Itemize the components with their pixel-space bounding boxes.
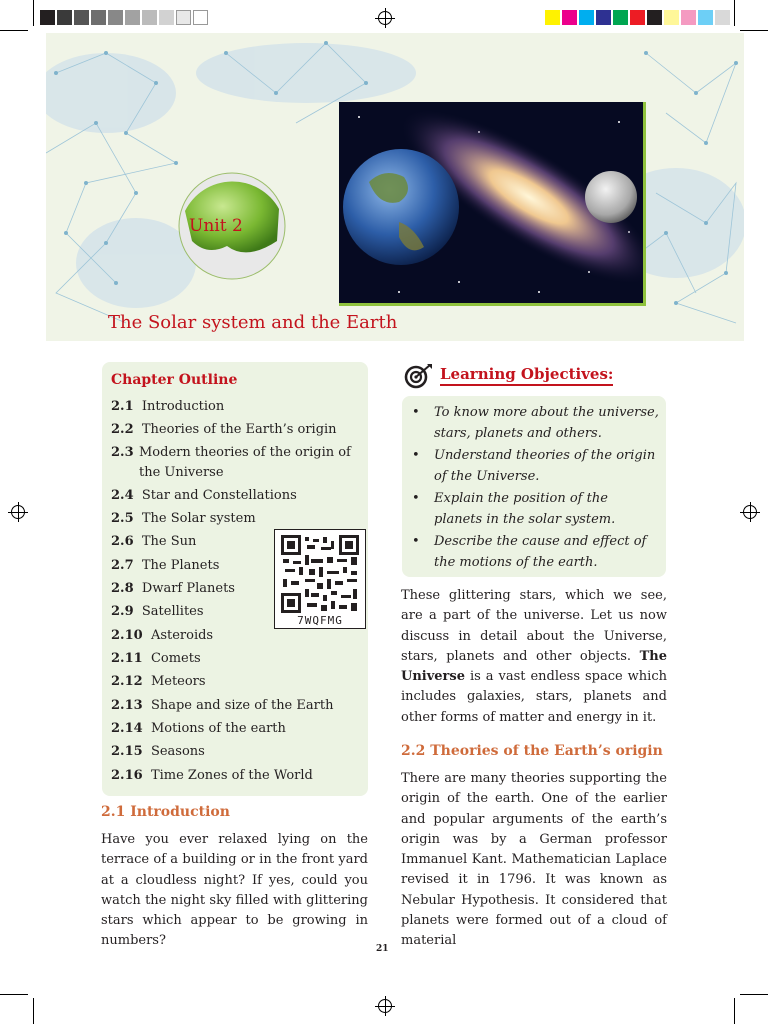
outline-item[interactable]: 2.15 Seasons <box>111 744 205 759</box>
outline-item[interactable]: 2.7 The Planets <box>111 558 220 573</box>
gray-swatch <box>193 10 208 25</box>
gray-swatch <box>159 10 174 25</box>
outline-item[interactable]: 2.4 Star and Constellations <box>111 488 297 503</box>
crop-mark <box>734 998 735 1024</box>
earth-origin-paragraph: There are many theories supporting the origin of the earth. One of the earlier and popular arguments of the earth’s origin was by a German professor Immanuel Kant. Mathematician Laplace revised it in 1796. It was known as Nebular Hypothesis. It considered that planets were formed out of a cloud of material <box>401 771 667 949</box>
objective-item: • To know more about the universe, stars, planets and others. <box>412 405 659 441</box>
registration-mark <box>378 999 392 1013</box>
objective-item: • Describe the cause and effect of the motions of the earth. <box>412 534 647 570</box>
color-swatch <box>664 10 679 25</box>
objective-item: • Explain the position of the planets in the solar system. <box>412 491 616 527</box>
outline-item[interactable]: 2.16 Time Zones of the World <box>111 768 313 783</box>
outline-item[interactable]: 2.6 The Sun <box>111 534 197 549</box>
gray-swatch <box>74 10 89 25</box>
chapter-outline-heading: Chapter Outline <box>111 372 238 388</box>
space-illustration <box>339 102 643 303</box>
galaxy-earth-moon-image <box>339 102 646 306</box>
outline-item[interactable]: 2.2 Theories of the Earth’s origin <box>111 422 337 437</box>
gray-swatch <box>142 10 157 25</box>
color-swatch <box>681 10 696 25</box>
qr-code[interactable] <box>274 529 366 629</box>
outline-item[interactable]: 2.12 Meteors <box>111 674 206 689</box>
target-icon <box>404 363 434 389</box>
color-swatch <box>562 10 577 25</box>
introduction-heading: 2.1 Introduction <box>101 804 230 820</box>
learning-objectives-title: Learning Objectives: <box>440 365 613 386</box>
gray-swatch <box>125 10 140 25</box>
crop-mark <box>740 994 768 995</box>
learning-objectives-panel <box>402 396 666 577</box>
registration-mark <box>378 11 392 25</box>
crop-mark <box>734 0 735 26</box>
gray-swatch <box>108 10 123 25</box>
gray-swatch <box>91 10 106 25</box>
color-swatch <box>579 10 594 25</box>
color-swatch <box>715 10 730 25</box>
outline-item[interactable]: 2.9 Satellites <box>111 604 204 619</box>
earth-origin-heading: 2.2 Theories of the Earth’s origin <box>401 743 663 759</box>
outline-item[interactable]: 2.14 Motions of the earth <box>111 721 286 736</box>
crop-mark <box>33 998 34 1024</box>
outline-item[interactable]: 2.5 The Solar system <box>111 511 256 526</box>
gray-swatch <box>57 10 72 25</box>
crop-mark <box>0 30 28 31</box>
color-swatch <box>613 10 628 25</box>
color-swatch <box>647 10 662 25</box>
gray-swatch <box>40 10 55 25</box>
outline-item[interactable]: 2.1 Introduction <box>111 399 225 414</box>
outline-item[interactable]: 2.10 Asteroids <box>111 628 214 643</box>
introduction-text: Have you ever relaxed lying on the terrace of a building or in the front yard at a cloudless night? If yes, could you watch the night sky filled with glittering stars which appear to be growing in numbers? <box>101 832 368 949</box>
crop-mark <box>740 30 768 31</box>
objective-item: • Understand theories of the origin of the Universe. <box>412 448 656 484</box>
registration-mark <box>743 505 757 519</box>
crop-mark <box>33 0 34 26</box>
outline-item[interactable]: 2.8 Dwarf Planets <box>111 581 235 596</box>
chapter-title: The Solar system and the Earth <box>108 312 398 333</box>
gray-swatch <box>176 10 191 25</box>
crop-mark <box>0 994 28 995</box>
page-number: 21 <box>376 944 389 954</box>
outline-item[interactable]: 2.3 Modern theories of the origin of the Universe <box>111 445 351 480</box>
outline-item[interactable]: 2.11 Comets <box>111 651 201 666</box>
color-swatch <box>545 10 560 25</box>
qr-code-text: 7WQFMG <box>297 614 343 627</box>
outline-item[interactable]: 2.13 Shape and size of the Earth <box>111 698 334 713</box>
color-swatch <box>630 10 645 25</box>
registration-mark <box>11 505 25 519</box>
chapter-header <box>46 33 744 341</box>
color-swatch <box>698 10 713 25</box>
qr-pattern <box>281 535 359 613</box>
unit-label: Unit 2 <box>189 216 243 236</box>
color-swatch <box>596 10 611 25</box>
universe-paragraph: These glittering stars, which we see, are a part of the universe. Let us now discuss in detail about the Universe, stars, planets and other objects. The Universe is a vast endless space which includes galaxies, stars, planets and other forms of matter and energy in it. <box>401 588 667 725</box>
